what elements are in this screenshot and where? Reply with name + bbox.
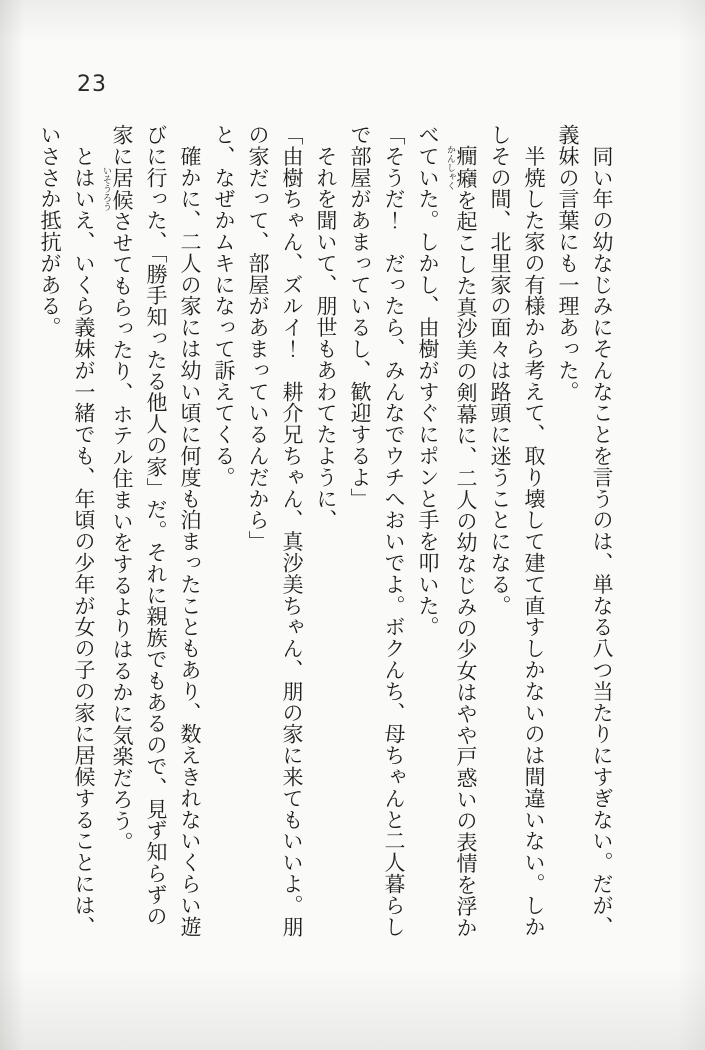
text-column: 癇癪かんしゃくを起こした真沙美の剣幕に、二人の幼なじみの少女はやや戸惑いの表情を浮か — [445, 144, 478, 939]
text-column: べていた。しかし、由樹がすぐにポンと手を叩いた。 — [416, 124, 440, 638]
text-column: の家だって、部屋があまっているんだから」 — [246, 124, 270, 552]
text-column: 半焼した家の有様から考えて、取り壊して建て直すしかないのは間違いない。しか — [522, 124, 546, 938]
text-column: 義妹の言葉にも一理あった。 — [556, 124, 580, 403]
text-column: 同い年の幼なじみにそんなことを言うのは、単なる八つ当たりにすぎない。だが、 — [590, 124, 614, 938]
text-column: 「由樹ちゃん、ズルイ！ 耕介兄ちゃん、真沙美ちゃん、朋の家に来てもいいよ。朋 — [280, 124, 304, 938]
text-column: それを聞いて、朋世もあわてたように、 — [314, 124, 338, 531]
page-number: 23 — [77, 72, 107, 97]
ruby-annotated-word: 癇癪かんしゃく — [445, 144, 478, 190]
text-column: いささか抵抗がある。 — [38, 124, 62, 338]
text-column: 「そうだ！ だったら、みんなでウチへおいでよ。ボクんち、母ちゃんと二人暮らし — [382, 124, 406, 938]
ruby-annotated-word: 居候いそうろう — [101, 166, 134, 212]
text-column: びに行った、「勝手知ったる他人の家」だ。それに親族でもあるので、見ず知らずの — [144, 124, 168, 927]
text-column: とはいえ、いくら義妹が一緒でも、年頃の少年が女の子の家に居候することには、 — [72, 124, 96, 938]
text-column: 家に居候いそうろうさせてもらったり、ホテル住まいをするよりはるかに気楽だろう。 — [101, 124, 134, 853]
text-column: 確かに、二人の家には幼い頃に何度も泊まったこともあり、数えきれないくらい遊 — [178, 124, 202, 938]
text-block — [33, 124, 619, 968]
text-column: で部屋があまっているし、歓迎するよ」 — [348, 124, 372, 510]
text-column: と、なぜかムキになって訴えてくる。 — [212, 124, 236, 488]
text-column: しその間、北里家の面々は路頭に迷うことになる。 — [488, 124, 512, 617]
